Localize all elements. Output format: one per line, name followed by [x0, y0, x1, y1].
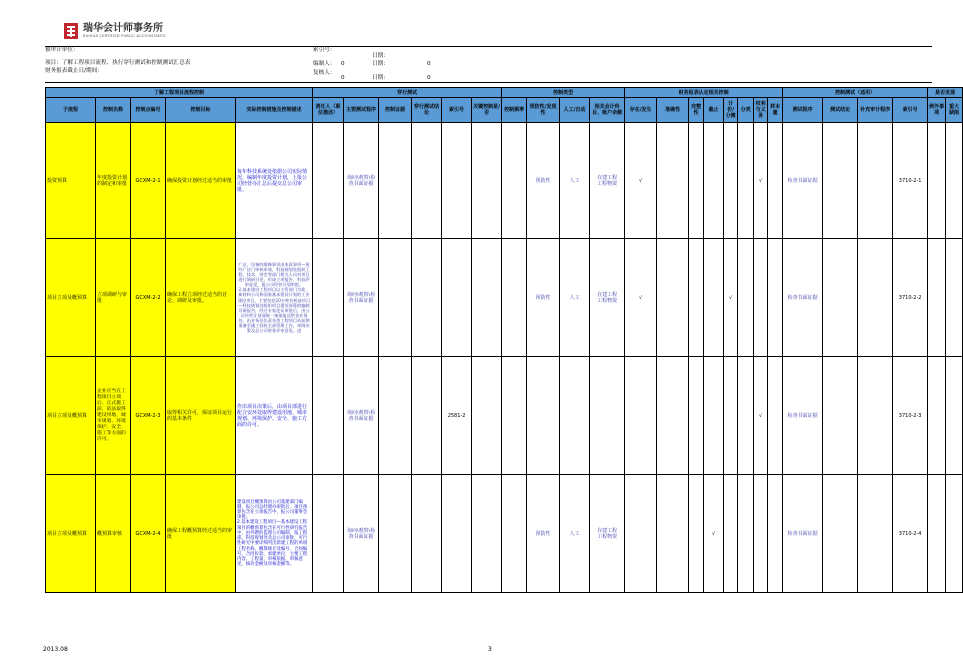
cell-test-proc: 检查书面证据 — [783, 123, 823, 239]
col-accuracy: 准确性 — [657, 98, 689, 123]
cell-key-ctrl — [472, 357, 502, 475]
cell-freq — [502, 357, 527, 475]
cell-class — [738, 123, 754, 239]
cell-completeness — [689, 239, 704, 357]
cell-measure: 每年科技系统处依据公司实际情况，编制年度投资计划，上报公司经营办汇总后提交总公司审批。 — [236, 123, 313, 239]
reviewer-label: 复核人： — [313, 70, 336, 76]
col-prevent: 预防性/发现性 — [527, 98, 560, 123]
logo-name-cn: 瑞华会计师事务所 — [83, 23, 163, 34]
preparer-label: 编制人： — [313, 61, 336, 67]
header-rule-top — [45, 46, 932, 47]
cell-test-proc: 检查书面证据 — [783, 357, 823, 475]
cell-wt-conclusion — [412, 475, 442, 593]
cell-completeness — [689, 357, 704, 475]
footer-date: 2013.08 — [43, 646, 68, 653]
cell-test-proc: 检查书面证据 — [783, 475, 823, 593]
cell-rights: √ — [754, 357, 768, 475]
col-manual: 人工/自动 — [560, 98, 590, 123]
cell-ctrl-no: GCXM-2-4 — [131, 475, 166, 593]
col-main-proc: 主要测试程序 — [344, 98, 379, 123]
cell-sample — [768, 123, 783, 239]
col-deficiency: 重大缺陷 — [946, 98, 963, 123]
cell-main-proc: 询问\观察\检查书面证据 — [344, 357, 379, 475]
cell-owner — [313, 123, 344, 239]
col-test-proc: 测试程序 — [783, 98, 823, 123]
logo-icon — [63, 22, 79, 40]
cell-subprocess: 投资预算 — [46, 123, 96, 239]
group-control-test: 控制测试（适用） — [783, 88, 928, 98]
cell-deficiency — [946, 475, 963, 593]
cell-freq — [502, 123, 527, 239]
cell-evidence — [379, 239, 412, 357]
group-understand: 了解工程项目流程控制 — [46, 88, 313, 98]
cell-prevent: 预防性 — [527, 123, 560, 239]
cell-evidence — [379, 357, 412, 475]
cell-cutoff — [704, 123, 724, 239]
cell-wt-conclusion — [412, 357, 442, 475]
date1-label-b: 日期： — [372, 61, 389, 67]
cell-supp-proc — [858, 357, 893, 475]
cell-exist — [625, 475, 657, 593]
cell-test-concl — [823, 475, 858, 593]
col-account: 相关会计科目、账户余额 — [590, 98, 625, 123]
header-rule-bottom — [45, 82, 932, 83]
cell-deficiency — [946, 123, 963, 239]
cell-cutoff — [704, 357, 724, 475]
col-sample: 样本量 — [768, 98, 783, 123]
cell-owner — [313, 475, 344, 593]
cell-ctrl-name: 年度投资计划的制定和审批 — [96, 123, 131, 239]
cell-measure: 广泛、设备的维修事项由本责事项—批经广泛门审核申请，科技规划处组织工程、技术、财会等部门相关人员对项目进行调研讨论，形成立项报告，科技评审意见，报公司经营计划审批。 2.基本建设工程项目以主管部门为准，新材料公司和国家基本建设计划的工业建设项目，主要包括20万吨有机硅项目—科技规划处组织项目建设预算的编制可研报告，经过专家论证审批后，由公司经营计划部统一备案报送给各业务处，由业务处负责各类工程项目从前期准备至竣工验收全部管理工作，审阅决策及总公司财务评审意见。进 — [236, 239, 313, 357]
cell-measure: 建设项目概预算由公司基建部门编制，报公司总经理办审批后，项目预算包含在立项报告中，报公司董事会审批。 2.基本建设工程项目—基本建设工程项目的概预算包含在可行性研究报告中，由外聘的监理公司编制，报工程部、科技规划处及总公司审批，可行性研究中要详细列出新建工程的单项工程名称、概算统计及编号，合同编号，合同价款，承建单位，主要工程内容、工程量，审核依据，审核意见，核价金额及审核金额等。 — [236, 475, 313, 593]
cell-supp-proc — [858, 123, 893, 239]
cell-valuation — [724, 123, 738, 239]
cell-prevent: 预防性 — [527, 239, 560, 357]
cell-deficiency — [946, 239, 963, 357]
col-rights: 权利与义务 — [754, 98, 768, 123]
cell-ctrl-goal: 确保投资计划经过适当的审批 — [166, 123, 236, 239]
cell-sample — [768, 239, 783, 357]
cell-test-concl — [823, 357, 858, 475]
cell-main-proc: 询问\观察\检查书面证据 — [344, 475, 379, 593]
date2-label: 日期： — [372, 75, 389, 81]
cell-completeness — [689, 475, 704, 593]
group-fs-assertions: 财务报表认定相关控制 — [625, 88, 783, 98]
cell-key-ctrl — [472, 123, 502, 239]
cell-ctrl-name: 企业应当在工程项目立项后、正式施工前，依法取得建设用地、城市规划、环境保护、安全、施工等方面的许可。 — [96, 357, 131, 475]
cell-wt-conclusion — [412, 123, 442, 239]
cell-valuation — [724, 475, 738, 593]
cell-ctrl-name: 立项调研与审批 — [96, 239, 131, 357]
cell-freq — [502, 475, 527, 593]
cell-rights — [754, 475, 768, 593]
cell-valuation — [724, 357, 738, 475]
date1-value: 0 — [427, 61, 431, 67]
cell-ctrl-no: GCXM-2-3 — [131, 357, 166, 475]
table-row — [46, 123, 963, 239]
col-class: 分类 — [738, 98, 754, 123]
col-subprocess: 子流程 — [46, 98, 96, 123]
table-row — [46, 475, 963, 593]
cell-wt-conclusion — [412, 239, 442, 357]
cell-account: 在建工程 工程物资 — [590, 239, 625, 357]
cell-exist — [625, 357, 657, 475]
cell-account: 在建工程 工程物资 — [590, 123, 625, 239]
col-completeness: 完整性 — [689, 98, 704, 123]
group-found: 是否发现 — [928, 88, 963, 98]
cell-class — [738, 475, 754, 593]
cell-test-proc: 检查书面证据 — [783, 239, 823, 357]
cell-exception — [928, 123, 946, 239]
cell-accuracy — [657, 357, 689, 475]
cell-index2: 3710-2-4 — [893, 475, 928, 593]
cell-class — [738, 239, 754, 357]
date2-value: 0 — [427, 75, 431, 81]
cell-account: 在建工程 工程物资 — [590, 475, 625, 593]
cell-valuation: √ — [724, 239, 738, 357]
cell-evidence — [379, 475, 412, 593]
cell-accuracy — [657, 475, 689, 593]
period-label: 财务报表截止日/期间： — [45, 68, 103, 74]
cell-manual: 人工 — [560, 123, 590, 239]
col-ctrl-goal: 控制目标 — [166, 98, 236, 123]
cell-measure: 作出项目决策后，由项目部进行配合安环处取得建设用地、城市规划、环境保护、安全、施工方面的许可。 — [236, 357, 313, 475]
col-measure: 实际控制措施及控制描述 — [236, 98, 313, 123]
cell-rights: √ — [754, 123, 768, 239]
page-number: 3 — [488, 646, 492, 653]
cell-freq — [502, 239, 527, 357]
cell-manual: 人工 — [560, 475, 590, 593]
cell-sample — [768, 357, 783, 475]
cell-test-concl — [823, 123, 858, 239]
cell-supp-proc — [858, 475, 893, 593]
cell-index2: 3710-2-3 — [893, 357, 928, 475]
cell-accuracy — [657, 123, 689, 239]
cell-accuracy — [657, 239, 689, 357]
cell-exception — [928, 239, 946, 357]
col-test-concl: 测试结论 — [823, 98, 858, 123]
cell-subprocess: 项目立项及概预算 — [46, 357, 96, 475]
reviewer-value: 0 — [341, 75, 345, 81]
project-title: 项目：了解工程项目流程、执行穿行测试和控制测试汇总表 — [45, 60, 191, 66]
cell-sample — [768, 475, 783, 593]
col-exception: 例外事项 — [928, 98, 946, 123]
cell-class — [738, 357, 754, 475]
cell-exception — [928, 475, 946, 593]
col-index2: 索引号 — [893, 98, 928, 123]
cell-main-proc: 询问\观察\检查书面证据 — [344, 239, 379, 357]
cell-index2: 3710-2-1 — [893, 123, 928, 239]
cell-exist: √ — [625, 123, 657, 239]
cell-index — [442, 239, 472, 357]
cell-key-ctrl — [472, 239, 502, 357]
cell-owner — [313, 239, 344, 357]
cell-ctrl-goal: 确保工程概预算经过适当的审批 — [166, 475, 236, 593]
col-key-ctrl: 关键控制是/否 — [472, 98, 502, 123]
cell-ctrl-goal: 取得相关许可，保证项目运行的基本条件 — [166, 357, 236, 475]
cell-rights — [754, 239, 768, 357]
cell-owner — [313, 357, 344, 475]
auditee-label: 被审计单位： — [45, 47, 79, 53]
cell-supp-proc — [858, 239, 893, 357]
cell-main-proc: 询问\观察\检查书面证据 — [344, 123, 379, 239]
cell-test-concl — [823, 239, 858, 357]
table-row — [46, 239, 963, 357]
cell-ctrl-no: GCXM-2-2 — [131, 239, 166, 357]
col-exist: 存在/发生 — [625, 98, 657, 123]
cell-index: 2581-2 — [442, 357, 472, 475]
cell-evidence — [379, 123, 412, 239]
cell-cutoff — [704, 239, 724, 357]
cell-exist: √ — [625, 239, 657, 357]
cell-subprocess: 项目立项及概预算 — [46, 239, 96, 357]
logo-name-en: RUIHUA CERTIFIED PUBLIC ACCOUNTANTS — [83, 34, 166, 38]
cell-index — [442, 123, 472, 239]
preparer-value: 0 — [341, 61, 345, 67]
col-valuation: 计价/分摊 — [724, 98, 738, 123]
cell-index — [442, 475, 472, 593]
cell-deficiency — [946, 357, 963, 475]
cell-prevent — [527, 357, 560, 475]
col-cutoff: 截止 — [704, 98, 724, 123]
col-freq: 控制频率 — [502, 98, 527, 123]
cell-manual: 人工 — [560, 239, 590, 357]
table-row — [46, 357, 963, 475]
date1-label: 日期： — [372, 53, 389, 59]
col-ctrl-name: 控制名称 — [96, 98, 131, 123]
cell-exception — [928, 357, 946, 475]
col-owner: 责任人（职位描述） — [313, 98, 344, 123]
cell-account — [590, 357, 625, 475]
col-ctrl-no: 控制点编号 — [131, 98, 166, 123]
group-control-type: 控制类型 — [502, 88, 625, 98]
cell-ctrl-name: 概预算审核 — [96, 475, 131, 593]
col-supp-proc: 补充审计程序 — [858, 98, 893, 123]
col-evidence: 控制证据 — [379, 98, 412, 123]
cell-ctrl-goal: 确保工程立项经过适当的讨论、调研及审批。 — [166, 239, 236, 357]
cell-subprocess: 项目立项及概预算 — [46, 475, 96, 593]
cell-index2: 3710-2-2 — [893, 239, 928, 357]
cell-cutoff: √ — [704, 475, 724, 593]
cell-completeness — [689, 123, 704, 239]
cell-ctrl-no: GCXM-2-1 — [131, 123, 166, 239]
cell-prevent: 预防性 — [527, 475, 560, 593]
index-label: 索引号： — [313, 47, 336, 53]
cell-key-ctrl — [472, 475, 502, 593]
group-walkthrough: 穿行测试 — [313, 88, 502, 98]
company-logo — [63, 22, 166, 40]
cell-manual — [560, 357, 590, 475]
col-index: 索引号 — [442, 98, 472, 123]
control-summary-table — [45, 87, 963, 593]
col-wt-conclusion: 穿行测试结论 — [412, 98, 442, 123]
